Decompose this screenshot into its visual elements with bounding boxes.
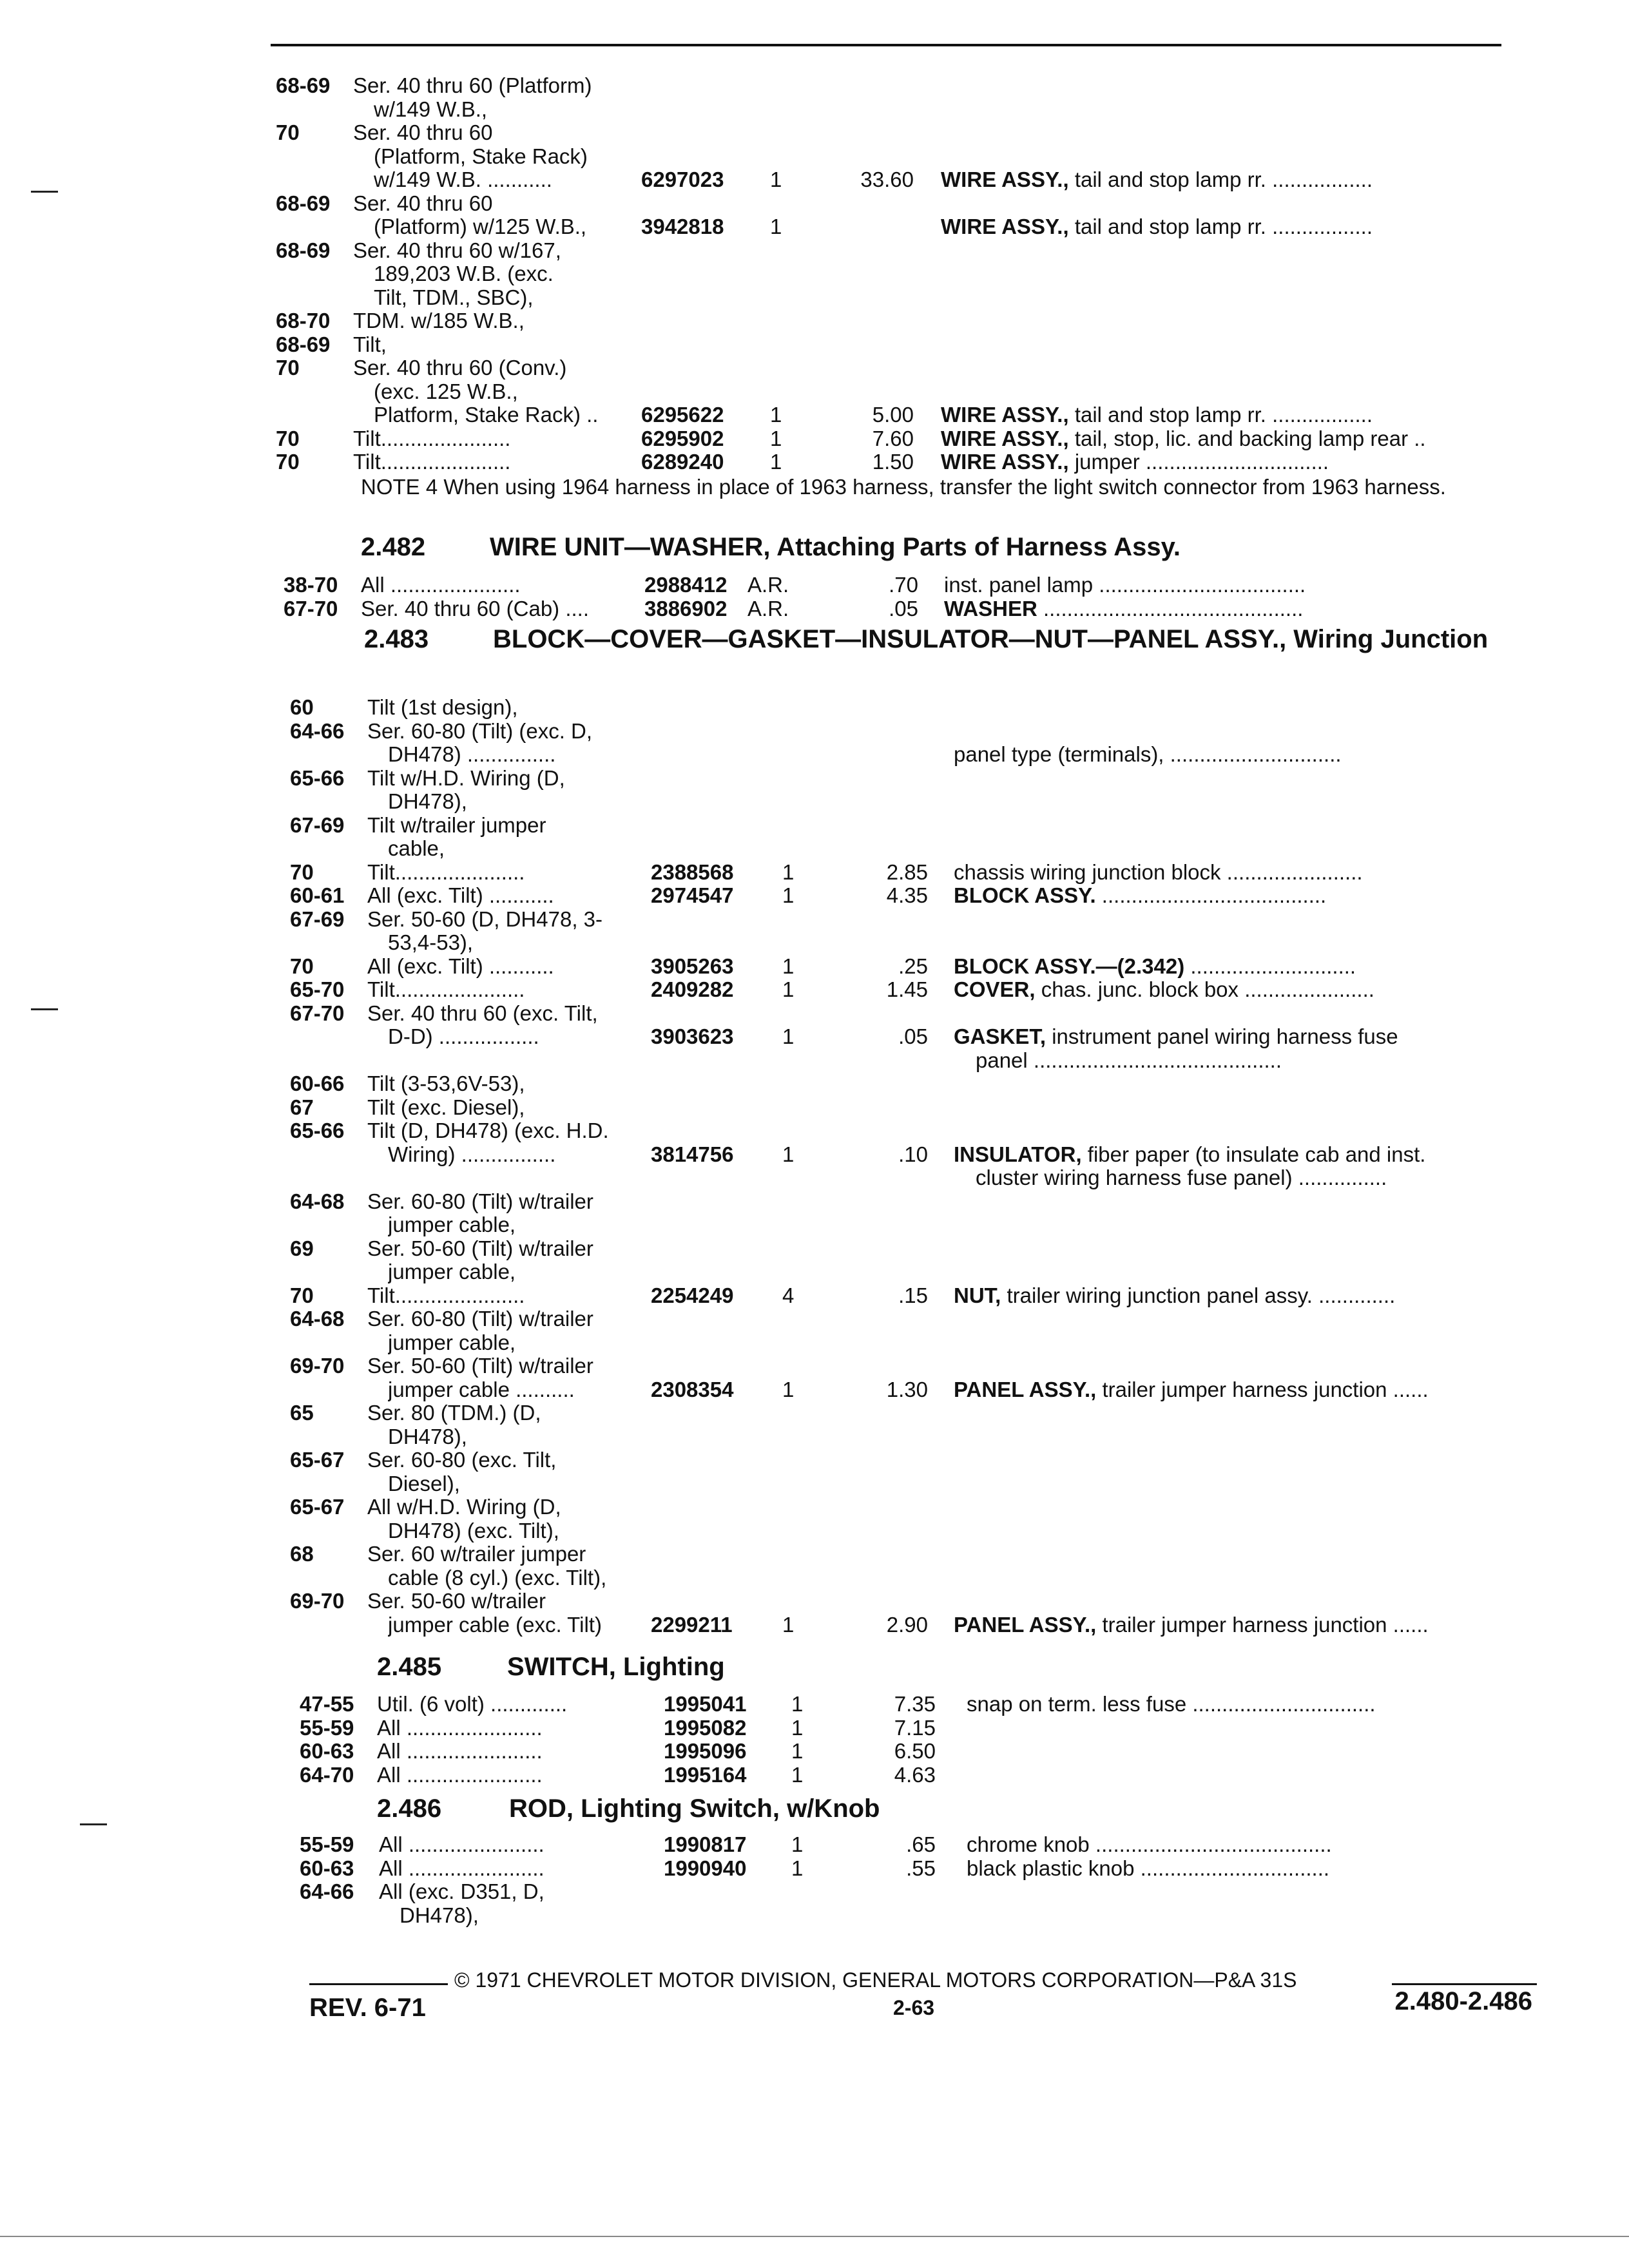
part-number: 2308354 bbox=[651, 1377, 734, 1401]
table-row bbox=[0, 239, 1629, 310]
price: 4.35 bbox=[886, 883, 928, 907]
table-row bbox=[0, 1448, 1629, 1495]
quantity: 1 bbox=[791, 1856, 804, 1880]
price: 4.63 bbox=[894, 1762, 936, 1787]
application-text: Ser. 60-80 (Tilt) w/trailer bbox=[367, 1307, 593, 1331]
table-row bbox=[0, 333, 1629, 357]
description-bold: WIRE ASSY., bbox=[941, 427, 1069, 450]
model-years: 60 bbox=[290, 695, 314, 719]
table-row bbox=[0, 1763, 1629, 1787]
description-continued: panel .......................................... bbox=[976, 1048, 1282, 1072]
table-row bbox=[0, 74, 1629, 121]
model-years: 65-66 bbox=[290, 1119, 345, 1142]
application-text: 53,4-53), bbox=[388, 931, 474, 954]
quantity: 1 bbox=[782, 860, 795, 884]
description-text: trailer wiring junction panel assy. ............. bbox=[1001, 1283, 1396, 1307]
application-text: (Platform, Stake Rack) bbox=[374, 144, 588, 168]
model-years: 65-67 bbox=[290, 1495, 345, 1519]
table-row bbox=[0, 356, 1629, 427]
quantity: 1 bbox=[770, 403, 782, 427]
price: 7.35 bbox=[894, 1692, 936, 1716]
model-years: 70 bbox=[276, 426, 300, 450]
model-years: 68-69 bbox=[276, 332, 331, 356]
description-continued: cluster wiring harness fuse panel) ............... bbox=[976, 1166, 1387, 1189]
section-number: 2.486 bbox=[377, 1794, 442, 1823]
application-text: Ser. 40 thru 60 w/167, bbox=[353, 238, 561, 262]
price: 7.60 bbox=[872, 426, 914, 450]
application-text: All ....................... bbox=[379, 1856, 545, 1880]
application-text: All ....................... bbox=[379, 1833, 545, 1856]
model-years: 55-59 bbox=[300, 1715, 354, 1740]
price: 5.00 bbox=[872, 403, 914, 427]
description bbox=[954, 1378, 1514, 1401]
quantity: A.R. bbox=[747, 596, 789, 620]
application-text: Tilt, TDM., SBC), bbox=[374, 285, 534, 309]
part-number: 3905263 bbox=[651, 954, 734, 978]
model-years: 65-67 bbox=[290, 1448, 345, 1472]
description-text: chassis wiring junction block ....................... bbox=[954, 860, 1363, 884]
application-text: Platform, Stake Rack) .. bbox=[374, 403, 599, 427]
part-number: 2988412 bbox=[644, 573, 728, 597]
model-years: 64-68 bbox=[290, 1307, 345, 1331]
application-text: TDM. w/185 W.B., bbox=[353, 309, 525, 332]
table-row bbox=[0, 1096, 1629, 1120]
description bbox=[954, 1143, 1514, 1166]
price: .05 bbox=[889, 596, 918, 620]
table-row bbox=[0, 720, 1629, 767]
application-text: Ser. 60-80 (Tilt) w/trailer bbox=[367, 1189, 593, 1213]
description bbox=[954, 1613, 1514, 1637]
description bbox=[954, 955, 1514, 978]
price: 1.45 bbox=[886, 977, 928, 1001]
application-text: DH478), bbox=[388, 790, 467, 813]
model-years: 60-63 bbox=[300, 1856, 354, 1880]
description bbox=[941, 168, 1501, 191]
model-years: 47-55 bbox=[300, 1692, 354, 1716]
model-years: 70 bbox=[290, 1283, 314, 1307]
part-number: 2254249 bbox=[651, 1283, 734, 1307]
description-text: black plastic knob ................................ bbox=[967, 1856, 1330, 1880]
table-row bbox=[0, 1237, 1629, 1284]
model-years: 68 bbox=[290, 1542, 314, 1566]
application-text: Tilt w/trailer jumper bbox=[367, 813, 546, 837]
model-years: 65-66 bbox=[290, 765, 345, 790]
application-text: All w/H.D. Wiring (D, bbox=[367, 1495, 561, 1519]
model-years: 69-70 bbox=[290, 1589, 345, 1613]
model-years: 60-66 bbox=[290, 1072, 345, 1095]
description-text: chrome knob ........................................ bbox=[967, 1833, 1332, 1856]
description-bold: GASKET, bbox=[954, 1025, 1046, 1048]
price: 33.60 bbox=[860, 168, 914, 191]
quantity: 1 bbox=[782, 1377, 795, 1401]
description bbox=[954, 861, 1514, 884]
application-text: Ser. 40 thru 60 bbox=[353, 191, 493, 215]
model-years: 70 bbox=[276, 356, 300, 380]
description-bold: BLOCK ASSY.—(2.342) bbox=[954, 954, 1185, 978]
part-number: 1995096 bbox=[664, 1739, 747, 1763]
application-text: Ser. 40 thru 60 (Cab) .... bbox=[361, 597, 590, 620]
part-number: 6297023 bbox=[641, 168, 724, 191]
application-text: DH478), bbox=[388, 1425, 467, 1448]
description-bold: NUT, bbox=[954, 1283, 1001, 1307]
price: .65 bbox=[906, 1832, 936, 1856]
description-bold: COVER, bbox=[954, 978, 1036, 1001]
application-text: Tilt...................... bbox=[367, 860, 525, 884]
model-years: 69 bbox=[290, 1236, 314, 1260]
application-text: Ser. 40 thru 60 (exc. Tilt, bbox=[367, 1001, 598, 1025]
price: .10 bbox=[898, 1142, 928, 1166]
application-text: Tilt...................... bbox=[367, 978, 525, 1001]
table-row bbox=[0, 1307, 1629, 1354]
table-row bbox=[0, 978, 1629, 1002]
margin-mark bbox=[80, 1823, 107, 1825]
model-years: 70 bbox=[276, 450, 300, 474]
section-number: 2.483 bbox=[364, 625, 429, 653]
application-text: Tilt (D, DH478) (exc. H.D. bbox=[367, 1119, 609, 1142]
description-text: tail and stop lamp rr. ................. bbox=[1068, 215, 1373, 238]
bottom-scan-rule bbox=[0, 2236, 1629, 2237]
table-row bbox=[0, 767, 1629, 814]
application-text: jumper cable, bbox=[388, 1213, 516, 1236]
table-row bbox=[0, 573, 1629, 597]
part-number: 6295902 bbox=[641, 426, 724, 450]
application-text: cable, bbox=[388, 837, 445, 860]
application-text: Ser. 60 w/trailer jumper bbox=[367, 1542, 586, 1566]
model-years: 64-66 bbox=[300, 1879, 354, 1903]
application-text: DH478) (exc. Tilt), bbox=[388, 1519, 559, 1542]
part-number: 3942818 bbox=[641, 215, 724, 238]
description-bold: WIRE ASSY., bbox=[941, 168, 1069, 191]
price: .70 bbox=[889, 573, 918, 597]
application-text: w/149 W.B. ........... bbox=[374, 168, 552, 191]
section-number: 2.485 bbox=[377, 1653, 442, 1681]
model-years: 70 bbox=[290, 860, 314, 884]
part-number: 2299211 bbox=[651, 1612, 733, 1637]
quantity: 1 bbox=[782, 883, 795, 907]
section-title: BLOCK—COVER—GASKET—INSULATOR—NUT—PANEL ASSY., Wiring Junction bbox=[493, 625, 1489, 653]
application-text: DH478) ............... bbox=[388, 743, 556, 766]
section-number: 2.482 bbox=[361, 533, 426, 561]
quantity: 1 bbox=[782, 954, 795, 978]
model-years: 68-69 bbox=[276, 73, 331, 97]
model-years: 60-63 bbox=[300, 1739, 354, 1763]
description bbox=[941, 427, 1501, 450]
quantity: 1 bbox=[782, 1612, 795, 1637]
application-text: (exc. 125 W.B., bbox=[374, 380, 518, 403]
table-row bbox=[0, 1833, 1629, 1857]
description-text: fiber paper (to insulate cab and inst. bbox=[1081, 1142, 1426, 1166]
application-text: All ...................... bbox=[361, 573, 521, 597]
table-row bbox=[0, 955, 1629, 979]
application-text: Tilt (3-53,6V-53), bbox=[367, 1072, 525, 1095]
footer-copyright: © 1971 CHEVROLET MOTOR DIVISION, GENERAL MOTORS CORPORATION—P&A 31S bbox=[454, 1968, 1297, 1992]
application-text: All ....................... bbox=[377, 1716, 543, 1740]
application-text: Wiring) ................ bbox=[388, 1142, 556, 1166]
application-text: Tilt (1st design), bbox=[367, 696, 518, 719]
table-row bbox=[0, 1190, 1629, 1237]
part-number: 1995164 bbox=[664, 1762, 747, 1787]
description-bold: WIRE ASSY., bbox=[941, 403, 1069, 427]
description-text: ............................ bbox=[1184, 954, 1356, 978]
footer-revision: REV. 6-71 bbox=[309, 1994, 426, 2022]
price: .15 bbox=[898, 1283, 928, 1307]
description-text: tail and stop lamp rr. ................. bbox=[1068, 403, 1373, 427]
description-bold: PANEL ASSY., bbox=[954, 1613, 1097, 1637]
application-text: Tilt...................... bbox=[367, 1283, 525, 1307]
application-text: Tilt (exc. Diesel), bbox=[367, 1095, 525, 1119]
part-number: 6289240 bbox=[641, 450, 724, 474]
quantity: 1 bbox=[791, 1762, 804, 1787]
price: 2.90 bbox=[886, 1612, 928, 1637]
description-text: tail and stop lamp rr. ................. bbox=[1068, 168, 1373, 191]
application-text: All ....................... bbox=[377, 1763, 543, 1787]
quantity: 1 bbox=[782, 1142, 795, 1166]
part-number: 3886902 bbox=[644, 596, 728, 620]
table-row bbox=[0, 1001, 1629, 1072]
model-years: 38-70 bbox=[284, 573, 338, 597]
description-text: jumper ............................... bbox=[1068, 450, 1329, 474]
description bbox=[954, 743, 1514, 766]
description-bold: WIRE ASSY., bbox=[941, 215, 1069, 238]
description-bold: WASHER bbox=[944, 597, 1037, 620]
part-number: 3814756 bbox=[651, 1142, 734, 1166]
application-text: All ....................... bbox=[377, 1740, 543, 1763]
description-bold: INSULATOR, bbox=[954, 1142, 1082, 1166]
application-text: jumper cable .......... bbox=[388, 1378, 575, 1401]
model-years: 69-70 bbox=[290, 1354, 345, 1378]
table-row bbox=[0, 814, 1629, 861]
model-years: 67-70 bbox=[290, 1001, 345, 1025]
model-years: 64-66 bbox=[290, 718, 345, 743]
model-years: 55-59 bbox=[300, 1832, 354, 1856]
footer-page-number: 2-63 bbox=[893, 1996, 935, 2019]
price: 1.30 bbox=[886, 1377, 928, 1401]
table-row bbox=[0, 1072, 1629, 1096]
application-text: Ser. 40 thru 60 (Platform) bbox=[353, 74, 592, 97]
application-text: Ser. 50-60 w/trailer bbox=[367, 1590, 546, 1613]
application-text: Tilt w/H.D. Wiring (D, bbox=[367, 766, 565, 790]
table-row bbox=[0, 121, 1629, 192]
table-row bbox=[0, 1880, 1629, 1927]
application-text: cable (8 cyl.) (exc. Tilt), bbox=[388, 1566, 607, 1590]
quantity: 1 bbox=[791, 1739, 804, 1763]
application-text: Ser. 50-60 (Tilt) w/trailer bbox=[367, 1236, 593, 1260]
application-text: Tilt...................... bbox=[353, 450, 511, 474]
description-text: tail, stop, lic. and backing lamp rear .. bbox=[1068, 427, 1426, 450]
quantity: 4 bbox=[782, 1283, 795, 1307]
model-years: 60-61 bbox=[290, 883, 345, 907]
quantity: 1 bbox=[791, 1715, 804, 1740]
description bbox=[941, 215, 1501, 238]
description bbox=[967, 1833, 1521, 1856]
table-row bbox=[0, 450, 1629, 474]
description bbox=[944, 573, 1505, 597]
application-text: Ser. 40 thru 60 (Conv.) bbox=[353, 356, 567, 380]
description-text: chas. junc. block box ...................... bbox=[1035, 978, 1374, 1001]
description-text: trailer jumper harness junction ...... bbox=[1096, 1378, 1429, 1401]
model-years: 67-69 bbox=[290, 812, 345, 837]
quantity: 1 bbox=[791, 1692, 804, 1716]
table-row bbox=[0, 1857, 1629, 1881]
description bbox=[954, 978, 1514, 1001]
quantity: A.R. bbox=[747, 573, 789, 597]
table-row bbox=[0, 908, 1629, 955]
application-text: Ser. 40 thru 60 bbox=[353, 121, 493, 144]
application-text: Ser. 50-60 (D, DH478, 3- bbox=[367, 907, 602, 931]
application-text: D-D) ................. bbox=[388, 1025, 539, 1048]
description bbox=[967, 1857, 1521, 1880]
application-text: DH478), bbox=[400, 1903, 479, 1927]
part-number: 1995041 bbox=[664, 1692, 747, 1716]
quantity: 1 bbox=[782, 1024, 795, 1048]
price: .05 bbox=[898, 1024, 928, 1048]
table-row bbox=[0, 1740, 1629, 1763]
table-row bbox=[0, 1119, 1629, 1189]
application-text: jumper cable (exc. Tilt) bbox=[388, 1613, 602, 1637]
table-row bbox=[0, 597, 1629, 621]
part-number: 2974547 bbox=[651, 883, 734, 907]
application-text: All (exc. Tilt) ........... bbox=[367, 954, 554, 978]
section-title: WIRE UNIT—WASHER, Attaching Parts of Harness Assy. bbox=[490, 533, 1181, 561]
table-row bbox=[0, 861, 1629, 885]
description bbox=[941, 450, 1501, 474]
model-years: 67-69 bbox=[290, 907, 345, 931]
application-text: Ser. 60-80 (exc. Tilt, bbox=[367, 1448, 557, 1472]
description-text: ...................................... bbox=[1095, 884, 1327, 907]
table-row bbox=[0, 884, 1629, 908]
description bbox=[954, 884, 1514, 907]
table-row bbox=[0, 696, 1629, 720]
application-text: jumper cable, bbox=[388, 1260, 516, 1283]
section-title: ROD, Lighting Switch, w/Knob bbox=[509, 1794, 880, 1823]
part-number: 6295622 bbox=[641, 403, 724, 427]
table-row bbox=[0, 309, 1629, 333]
price: 2.85 bbox=[886, 860, 928, 884]
price: 1.50 bbox=[872, 450, 914, 474]
application-text: Ser. 50-60 (Tilt) w/trailer bbox=[367, 1354, 593, 1378]
description-text: instrument panel wiring harness fuse bbox=[1046, 1025, 1398, 1048]
table-row bbox=[0, 192, 1629, 239]
application-text: Ser. 60-80 (Tilt) (exc. D, bbox=[367, 719, 593, 743]
table-row bbox=[0, 1354, 1629, 1401]
description-bold: BLOCK ASSY. bbox=[954, 884, 1096, 907]
application-text: All (exc. D351, D, bbox=[379, 1880, 545, 1903]
top-rule bbox=[271, 44, 1501, 46]
table-row bbox=[0, 1401, 1629, 1448]
description bbox=[967, 1693, 1521, 1716]
description bbox=[954, 1025, 1514, 1048]
model-years: 64-70 bbox=[300, 1762, 354, 1787]
part-number: 1995082 bbox=[664, 1715, 747, 1740]
table-row bbox=[0, 1542, 1629, 1590]
table-row bbox=[0, 1590, 1629, 1637]
section-title: SWITCH, Lighting bbox=[507, 1653, 725, 1681]
model-years: 70 bbox=[276, 120, 300, 144]
footer-rule-left bbox=[309, 1983, 448, 1985]
application-text: Util. (6 volt) ............. bbox=[377, 1693, 568, 1716]
model-years: 65-70 bbox=[290, 977, 345, 1001]
table-row bbox=[0, 1284, 1629, 1308]
description bbox=[941, 403, 1501, 427]
footer-rule-right bbox=[1392, 1983, 1537, 1985]
description bbox=[944, 597, 1505, 620]
application-text: Tilt, bbox=[353, 332, 387, 356]
description-bold: PANEL ASSY., bbox=[954, 1378, 1097, 1401]
model-years: 65 bbox=[290, 1401, 314, 1425]
table-row bbox=[0, 1693, 1629, 1716]
table-row bbox=[0, 427, 1629, 451]
model-years: 68-70 bbox=[276, 309, 331, 332]
table-row bbox=[0, 1716, 1629, 1740]
footnote: NOTE 4 When using 1964 harness in place of 1963 harness, transfer the light switch connector from 1963 harness. bbox=[361, 474, 1446, 499]
price: 6.50 bbox=[894, 1739, 936, 1763]
description-bold: WIRE ASSY., bbox=[941, 450, 1069, 474]
price: .25 bbox=[898, 954, 928, 978]
model-years: 68-69 bbox=[276, 191, 331, 215]
model-years: 68-69 bbox=[276, 238, 331, 262]
application-text: (Platform) w/125 W.B., bbox=[374, 215, 587, 238]
quantity: 1 bbox=[770, 168, 782, 191]
footer-section-range: 2.480-2.486 bbox=[1394, 1987, 1532, 2015]
application-text: Ser. 80 (TDM.) (D, bbox=[367, 1401, 541, 1425]
application-text: jumper cable, bbox=[388, 1331, 516, 1354]
quantity: 1 bbox=[770, 450, 782, 474]
part-number: 2409282 bbox=[651, 977, 734, 1001]
model-years: 70 bbox=[290, 954, 314, 978]
model-years: 67 bbox=[290, 1095, 314, 1119]
description-text: ............................................ bbox=[1037, 597, 1304, 620]
model-years: 67-70 bbox=[284, 596, 338, 620]
table-row bbox=[0, 1495, 1629, 1542]
application-text: Tilt...................... bbox=[353, 427, 511, 450]
quantity: 1 bbox=[782, 977, 795, 1001]
description-text: inst. panel lamp ................................... bbox=[944, 573, 1306, 597]
application-text: w/149 W.B., bbox=[374, 97, 488, 121]
description-text: trailer jumper harness junction ...... bbox=[1096, 1613, 1429, 1637]
description-text: snap on term. less fuse ............................... bbox=[967, 1693, 1376, 1716]
quantity: 1 bbox=[770, 215, 782, 238]
part-number: 2388568 bbox=[651, 860, 734, 884]
price: 7.15 bbox=[894, 1715, 936, 1740]
description-text: panel type (terminals), ............................. bbox=[954, 743, 1342, 766]
quantity: 1 bbox=[770, 426, 782, 450]
model-years: 64-68 bbox=[290, 1189, 345, 1213]
application-text: 189,203 W.B. (exc. bbox=[374, 262, 554, 285]
part-number: 1990940 bbox=[664, 1856, 747, 1880]
part-number: 1990817 bbox=[664, 1832, 747, 1856]
application-text: Diesel), bbox=[388, 1472, 460, 1495]
part-number: 3903623 bbox=[651, 1024, 734, 1048]
application-text: All (exc. Tilt) ........... bbox=[367, 884, 554, 907]
price: .55 bbox=[906, 1856, 936, 1880]
description bbox=[954, 1284, 1514, 1307]
quantity: 1 bbox=[791, 1832, 804, 1856]
